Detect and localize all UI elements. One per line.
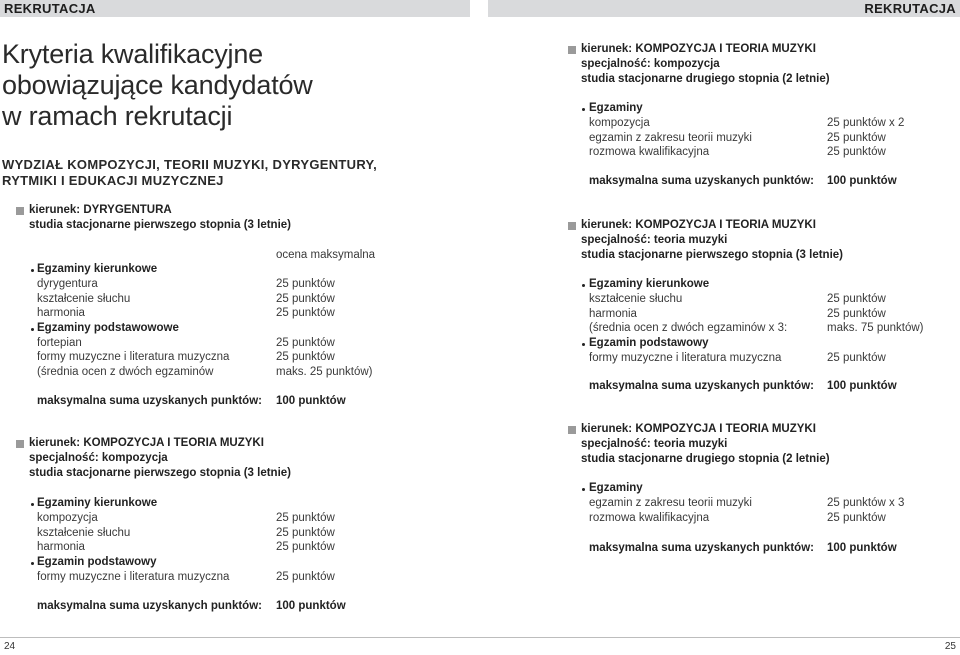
bullet-icon [582,488,585,491]
exam-name: kształcenie słuchu [589,293,683,305]
exam-points: 25 punktów [276,351,335,363]
exam-points: 25 punktów [276,527,335,539]
exam-points: 25 punktów [827,293,886,305]
exam-name: formy muzyczne i literatura muzyczna [37,571,230,583]
studia-label: studia stacjonarne drugiego stopnia (2 letnie) [581,453,830,465]
bullet-icon [31,562,34,565]
exam-name: harmonia [589,308,637,320]
exam-points: 25 punktów [827,512,886,524]
kierunek-label: kierunek: KOMPOZYCJA I TEORIA MUZYKI [581,219,816,231]
exam-name: kompozycja [37,512,98,524]
square-marker-icon [568,46,576,54]
specjalnosc-label: specjalność: kompozycja [581,58,720,70]
group-label: Egzaminy podstawowowe [37,322,179,334]
exam-points: 25 punktów x 3 [827,497,905,509]
exam-name: harmonia [37,307,85,319]
section-dyrygentura [0,203,470,418]
exam-name: kształcenie słuchu [37,527,131,539]
department-title [2,157,377,189]
square-marker-icon [16,207,24,215]
kierunek-label: kierunek: KOMPOZYCJA I TEORIA MUZYKI [581,43,816,55]
studia-label: studia stacjonarne drugiego stopnia (2 letnie) [581,73,830,85]
group-label: Egzaminy kierunkowe [37,263,158,275]
sum-label: maksymalna suma uzyskanych punktów: [37,600,262,612]
sum-value: 100 punktów [827,175,897,187]
exam-points: 25 punktów [827,132,886,144]
header-label-right: REKRUTACJA [864,1,956,16]
department-line-1: WYDZIAŁ KOMPOZYCJI, TEORII MUZYKI, DYRYGENTURY, [2,157,377,172]
exam-points: 25 punktów [827,146,886,158]
section-teoria-drugiego-stopnia [560,422,960,562]
group-label: Egzaminy kierunkowe [37,497,158,509]
sum-value: 100 punktów [276,600,346,612]
exam-name: egzamin z zakresu teorii muzyki [589,497,752,509]
square-marker-icon [568,426,576,434]
page-number-left: 24 [4,641,16,652]
exam-name: rozmowa kwalifikacyjna [589,512,710,524]
bullet-icon [582,108,585,111]
group-label: Egzaminy [589,482,643,494]
exam-points: 25 punktów [276,512,335,524]
bullet-icon [31,503,34,506]
exam-points: 25 punktów [276,337,335,349]
studia-label: studia stacjonarne pierwszego stopnia (3 letnie) [29,467,292,479]
exam-name: dyrygentura [37,278,98,290]
exam-points: 25 punktów [276,293,335,305]
sum-value: 100 punktów [276,395,346,407]
exam-points: maks. 25 punktów) [276,366,373,378]
square-marker-icon [16,440,24,448]
footer-divider [0,637,960,638]
specjalnosc-label: specjalność: teoria muzyki [581,234,728,246]
page-number-right: 25 [944,641,956,652]
header-label-left: REKRUTACJA [4,1,96,16]
title-line-2: obowiązujące kandydatów [2,70,313,100]
group-label: Egzamin podstawowy [37,556,157,568]
exam-name: formy muzyczne i literatura muzyczna [589,352,782,364]
studia-label: studia stacjonarne pierwszego stopnia (3 letnie) [29,219,292,231]
sum-label: maksymalna suma uzyskanych punktów: [589,380,814,392]
kierunek-label: kierunek: KOMPOZYCJA I TEORIA MUZYKI [581,423,816,435]
exam-name: (średnia ocen z dwóch egzaminów [37,366,214,378]
exam-points: 25 punktów [827,308,886,320]
department-line-2: RYTMIKI I EDUKACJI MUZYCZNEJ [2,173,224,188]
sum-label: maksymalna suma uzyskanych punktów: [589,542,814,554]
exam-points: 25 punktów [276,571,335,583]
exam-name: kształcenie słuchu [37,293,131,305]
bullet-icon [582,284,585,287]
exam-name: harmonia [37,541,85,553]
exam-name: formy muzyczne i literatura muzyczna [37,351,230,363]
exam-points: maks. 75 punktów) [827,322,924,334]
group-label: Egzaminy kierunkowe [589,278,710,290]
kierunek-label: kierunek: DYRYGENTURA [29,204,172,216]
section-teoria-pierwszego-stopnia [560,218,960,398]
studia-label: studia stacjonarne pierwszego stopnia (3 letnie) [581,249,844,261]
exam-points: 25 punktów [827,352,886,364]
exam-name: egzamin z zakresu teorii muzyki [589,132,752,144]
exam-points: 25 punktów [276,307,335,319]
title-line-3: w ramach rekrutacji [2,101,233,131]
sum-label: maksymalna suma uzyskanych punktów: [589,175,814,187]
page-title [2,39,313,132]
kierunek-label: kierunek: KOMPOZYCJA I TEORIA MUZYKI [29,437,264,449]
sum-value: 100 punktów [827,380,897,392]
square-marker-icon [568,222,576,230]
exam-points: 25 punktów [276,541,335,553]
sum-value: 100 punktów [827,542,897,554]
sum-label: maksymalna suma uzyskanych punktów: [37,395,262,407]
column-header: ocena maksymalna [276,249,376,261]
exam-name: fortepian [37,337,82,349]
group-label: Egzaminy [589,102,643,114]
specjalnosc-label: specjalność: kompozycja [29,452,168,464]
bullet-icon [582,343,585,346]
exam-name: rozmowa kwalifikacyjna [589,146,710,158]
exam-name: (średnia ocen z dwóch egzaminów x 3: [589,322,788,334]
bullet-icon [31,328,34,331]
title-line-1: Kryteria kwalifikacyjne [2,39,263,69]
exam-name: kompozycja [589,117,650,129]
exam-points: 25 punktów [276,278,335,290]
group-label: Egzamin podstawowy [589,337,709,349]
bullet-icon [31,269,34,272]
section-kompozycja-drugiego-stopnia [560,42,960,192]
specjalnosc-label: specjalność: teoria muzyki [581,438,728,450]
exam-points: 25 punktów x 2 [827,117,905,129]
section-kompozycja-pierwszego-stopnia [0,436,470,626]
